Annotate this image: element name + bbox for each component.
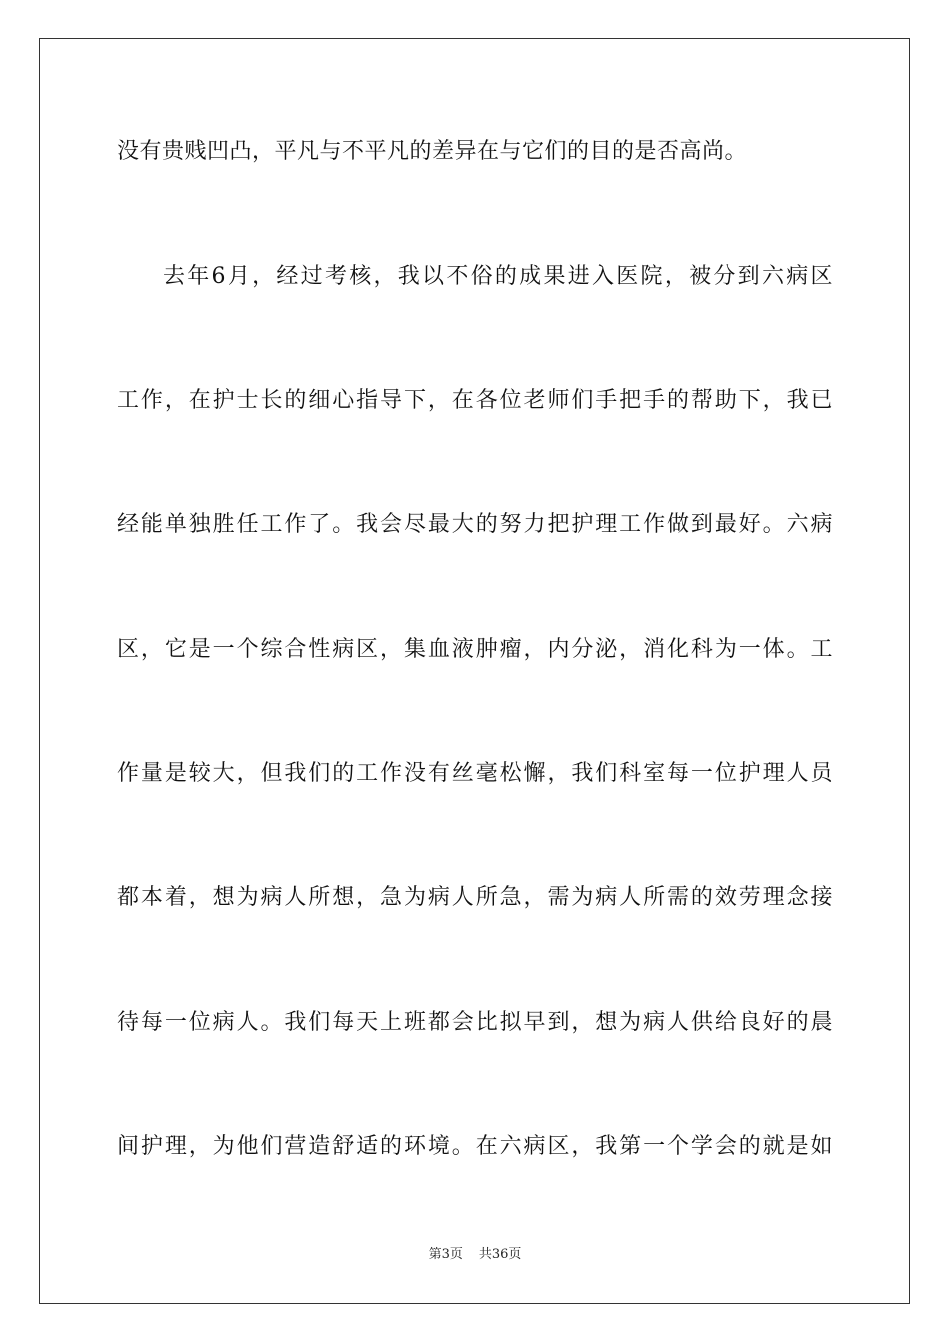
paragraph-line: 经能单独胜任工作了。我会尽最大的努力把护理工作做到最好。六病: [117, 512, 833, 537]
paragraph-line: 区，它是一个综合性病区，集血液肿瘤，内分泌，消化科为一体。工: [117, 637, 833, 662]
paragraph-line: 作量是较大，但我们的工作没有丝毫松懈，我们科室每一位护理人员: [117, 761, 833, 786]
paragraph-line: 待每一位病人。我们每天上班都会比拟早到，想为病人供给良好的晨: [117, 1010, 833, 1035]
page-border: [39, 38, 910, 1304]
page-footer: [0, 1246, 950, 1264]
page-number: 第3页: [428, 1247, 463, 1262]
paragraph-line: 工作，在护士长的细心指导下，在各位老师们手把手的帮助下，我已: [117, 388, 833, 413]
paragraph-line: 间护理，为他们营造舒适的环境。在六病区，我第一个学会的就是如: [117, 1134, 833, 1159]
paragraph-line: 没有贵贱凹凸，平凡与不平凡的差异在与它们的目的是否高尚。: [117, 139, 748, 164]
paragraph-line: 都本着，想为病人所想，急为病人所急，需为病人所需的效劳理念接: [117, 885, 833, 910]
paragraph-line: 去年6月，经过考核，我以不俗的成果进入医院，被分到六病区: [163, 264, 833, 289]
page-total: 共36页: [478, 1247, 522, 1262]
